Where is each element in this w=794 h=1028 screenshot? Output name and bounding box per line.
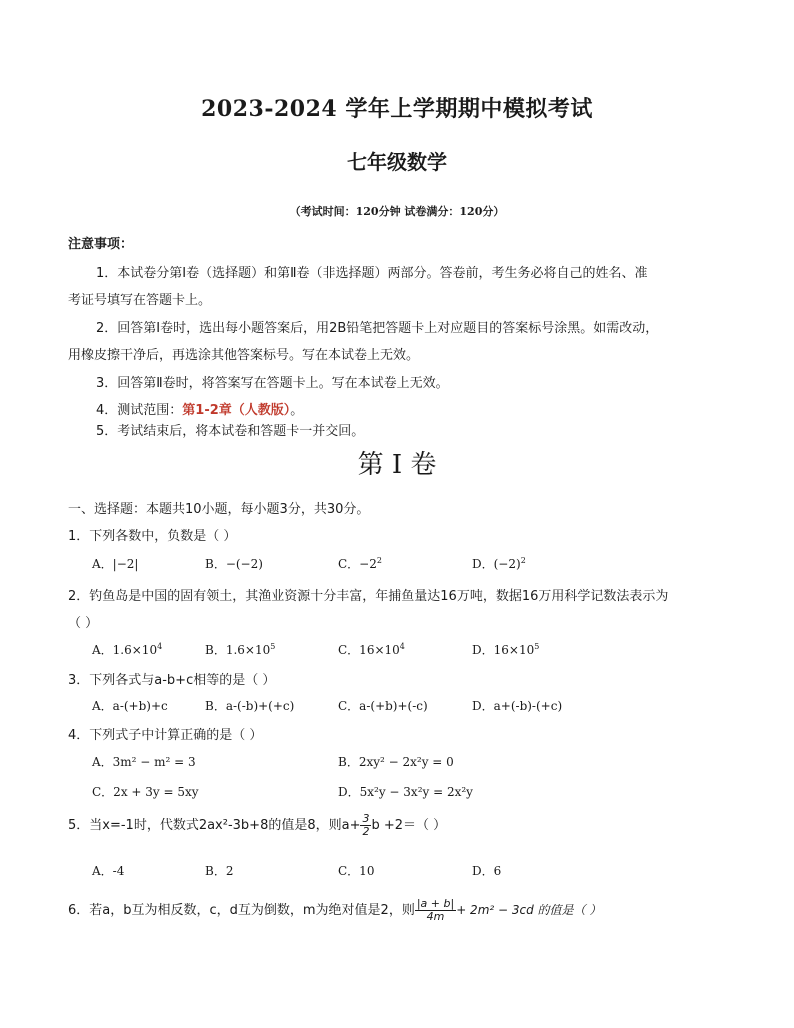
q6-frac-num: |a + b| [416, 897, 455, 910]
q1c-base: C．−2 [338, 557, 377, 571]
q6-stem-post: + 2m² − 3cd 的值是（ ） [456, 903, 602, 917]
note-1-line-2: 考证号填写在答题卡上。 [68, 293, 212, 308]
note-5: 5．考试结束后，将本试卷和答题卡一并交回。 [96, 424, 365, 439]
note-4 [96, 399, 303, 418]
q2b-exp: 5 [270, 642, 276, 651]
question-4-option-a: A．3m² − m² = 3 [92, 755, 196, 769]
q5-frac-num: 3 [362, 812, 370, 825]
question-2-option-a [92, 641, 162, 658]
question-3-option-b: B．a-(-b)+(+c) [205, 699, 295, 713]
q2c-base: C．16×10 [338, 643, 400, 657]
q2c-exp: 4 [399, 642, 405, 651]
q2a-base: A．1.6×10 [92, 643, 158, 657]
question-1-option-a: A．|−2| [92, 557, 139, 571]
q5-stem-post: b +2＝（ ） [371, 818, 447, 833]
q2d-exp: 5 [534, 642, 540, 651]
exam-info: （考试时间：120分钟 试卷满分：120分） [289, 205, 505, 218]
note-1-line-1: 1．本试卷分第Ⅰ卷（选择题）和第Ⅱ卷（非选择题）两部分。答卷前，考生务必将自己的姓名、准 [96, 266, 648, 281]
question-3-option-d: D．a+(-b)-(+c) [472, 699, 563, 713]
q6-frac-den: 4m [426, 910, 445, 923]
note-4-prefix: 4．测试范围： [96, 403, 183, 418]
note-2-line-1: 2．回答第Ⅰ卷时，选出每小题答案后，用2B铅笔把答题卡上对应题目的答案标号涂黑。如需改动， [96, 321, 659, 336]
q5-frac-den: 2 [362, 825, 370, 838]
note-4-suffix: 。 [290, 403, 304, 418]
q2d-base: D．16×10 [472, 643, 535, 657]
q1d-exp: 2 [520, 556, 526, 565]
q2a-exp: 4 [157, 642, 163, 651]
question-2-stem: 2．钓鱼岛是中国的固有领土，其渔业资源十分丰富，年捕鱼量达16万吨，数据16万用科学记数法表示为 [68, 589, 669, 604]
page-title: 2023-2024 学年上学期期中模拟考试 [201, 96, 593, 122]
question-2-stem-2: （ ） [68, 616, 99, 631]
question-4-option-c: C．2x + 3y = 5xy [92, 785, 199, 799]
q1c-exp: 2 [376, 556, 382, 565]
q5-stem-pre: 5．当x=-1时，代数式2ax²-3b+8的值是8，则a+ [68, 818, 361, 833]
question-1-option-b: B．−(−2) [205, 557, 263, 571]
q1d-base: D．(−2) [472, 557, 521, 571]
question-4-option-d: D．5x²y − 3x²y = 2x²y [338, 785, 473, 799]
question-3-option-a: A．a-(+b)+c [92, 699, 168, 713]
question-2-option-b [205, 641, 275, 658]
page-subtitle: 七年级数学 [347, 150, 447, 174]
question-6-stem [68, 898, 601, 923]
notes-heading: 注意事项： [68, 237, 134, 252]
q2b-base: B．1.6×10 [205, 643, 271, 657]
question-1-option-d [472, 555, 526, 572]
question-2-option-c [338, 641, 405, 658]
q6-stem-pre: 6．若a，b互为相反数，c，d互为倒数，m为绝对值是2，则 [68, 903, 415, 918]
note-4-range: 第1-2章（人教版） [182, 403, 291, 418]
question-3-stem: 3．下列各式与a-b+c相等的是（ ） [68, 673, 276, 688]
question-4-option-b: B．2xy² − 2x²y = 0 [338, 755, 454, 769]
question-3-option-c: C．a-(+b)+(-c) [338, 699, 428, 713]
question-1-option-c [338, 555, 382, 572]
question-5-option-b: B．2 [205, 864, 234, 878]
section-intro: 一、选择题：本题共10小题，每小题3分，共30分。 [68, 502, 370, 517]
question-2-option-d [472, 641, 539, 658]
question-5-option-d: D．6 [472, 864, 502, 878]
q6-fraction [415, 898, 456, 923]
question-5-option-a: A．-4 [92, 864, 125, 878]
note-3: 3．回答第Ⅱ卷时，将答案写在答题卡上。写在本试卷上无效。 [96, 376, 449, 391]
question-4-stem: 4．下列式子中计算正确的是（ ） [68, 728, 263, 743]
question-5-option-c: C．10 [338, 864, 375, 878]
question-1-stem: 1．下列各数中，负数是（ ） [68, 529, 237, 544]
q5-fraction [360, 813, 371, 838]
note-2-line-2: 用橡皮擦干净后，再选涂其他答案标号。写在本试卷上无效。 [68, 348, 420, 363]
question-5-stem [68, 813, 446, 838]
section-title: 第 I 卷 [357, 450, 437, 480]
